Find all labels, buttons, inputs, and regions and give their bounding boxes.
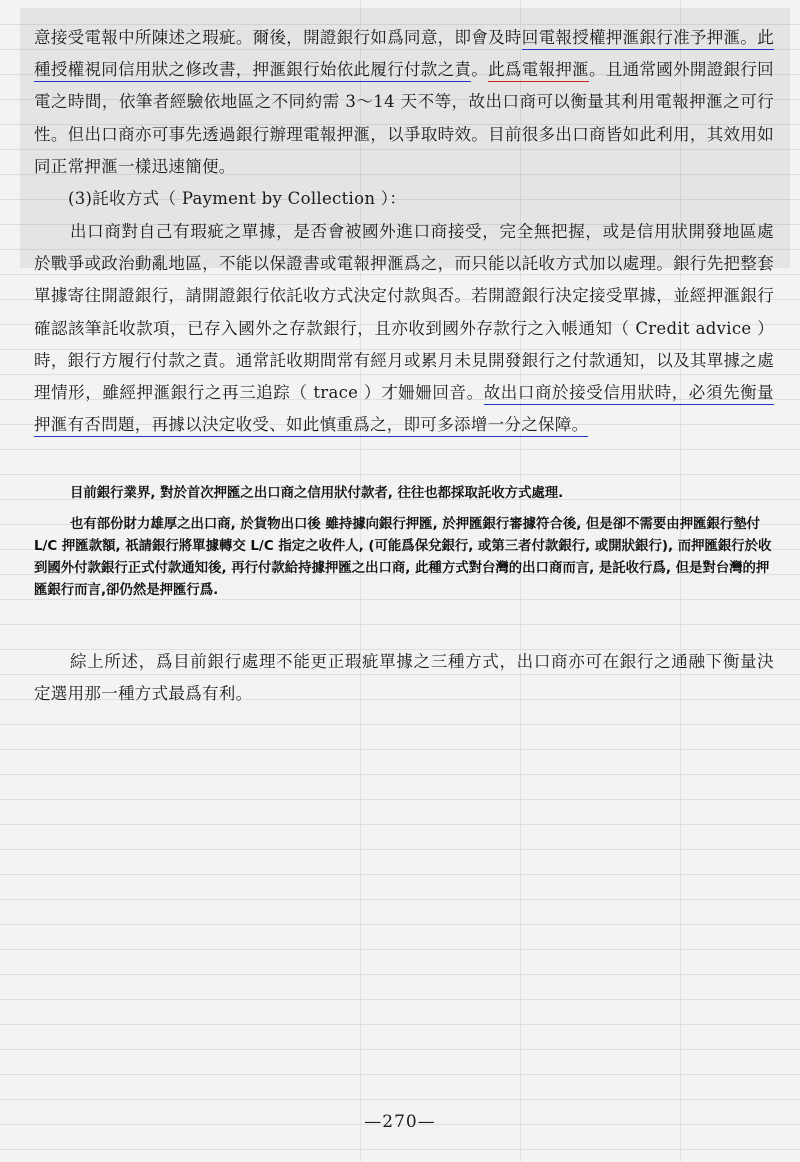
text-segment: 意接受電報中所陳述之瑕疵。爾後，開證銀行如爲同意，即會及時	[34, 28, 522, 47]
typed-note-first-time-exporters: 目前銀行業界, 對於首次押匯之出口商之信用狀付款者, 往往也都採取託收方式處理.	[70, 486, 564, 501]
paragraph-summary: 綜上所述，爲目前銀行處理不能更正瑕疵單據之三種方式，出口商亦可在銀行之通融下衡量決定選用那一種方式最爲有利。	[34, 652, 774, 704]
paragraph-telegraph-negotiation	[34, 22, 774, 183]
typed-note-wealthy-exporters: 也有部份財力雄厚之出口商, 於貨物出口後 雖持據向銀行押匯, 於押匯銀行審據符合後, 但是卻不需要由押匯銀行墊付 L/C 押匯款額, 祇請銀行將單據轉交 L/C 指定之收件人, (可能爲保兌銀行, 或第三者付款銀行, 或開狀銀行), 而押匯銀行於收到國外付款銀行正式付款通知後, 再行付款給持據押匯之出口商, 此種方式對台灣的出口商而言, 是託收行爲, 但是對台灣的押匯銀行而言,卻仍然是押匯行爲.	[34, 517, 772, 598]
text-segment: 出口商對自己有瑕疵之單據，是否會被國外進口商接受，完全無把握，或是信用狀開發地區處於戰爭或政治動亂地區，不能以保證書或電報押滙爲之，而只能以託收方式加以處理。銀行先把整套單據寄往開證銀行，請開證銀行依託收方式決定付款與否。若開證銀行決定接受單據，並經押滙銀行確認該筆託收款項，已存入國外之存款銀行，且亦收到國外存款行之入帳通知（ Credit advice ）時，銀行方履行付款之責。通常託收期間常有經月或累月未見開發銀行之付款通知，以及其單據之處理情形，雖經押滙銀行之再三追踪（ trace ）才姍姍回音。	[34, 222, 774, 403]
underlined-text-telegraph-negotiation: 此爲電報押滙	[488, 60, 589, 82]
section-heading-collection: (3)託收方式（ Payment by Collection ）：	[68, 189, 407, 208]
paragraph-collection-method	[34, 216, 774, 441]
underlined-text-authorization: 回電報授權押滙銀行准予押滙。此種授權視同信用狀之修改書，押滙銀行始依此履行付款之責	[34, 28, 774, 82]
text-segment: 。且通常國外開證銀行回電之時間，依筆者經驗依地區之不同約需 3～14 天不等，故出口商可以衡量其利用電報押滙之可行性。但出口商亦可事先透過銀行辦理電報押滙，以爭取時效。目前很多出口商皆如此利用，其效用如同正常押滙一樣迅速簡便。	[34, 60, 774, 176]
underlined-text-conclusion: 故出口商於接受信用狀時，必須先衡量押滙有否問題，再據以決定收受、如此慎重爲之，即可多添增一分之保障。	[34, 383, 774, 437]
text-segment: 。	[471, 60, 489, 80]
page-number: —270—	[364, 1112, 436, 1132]
